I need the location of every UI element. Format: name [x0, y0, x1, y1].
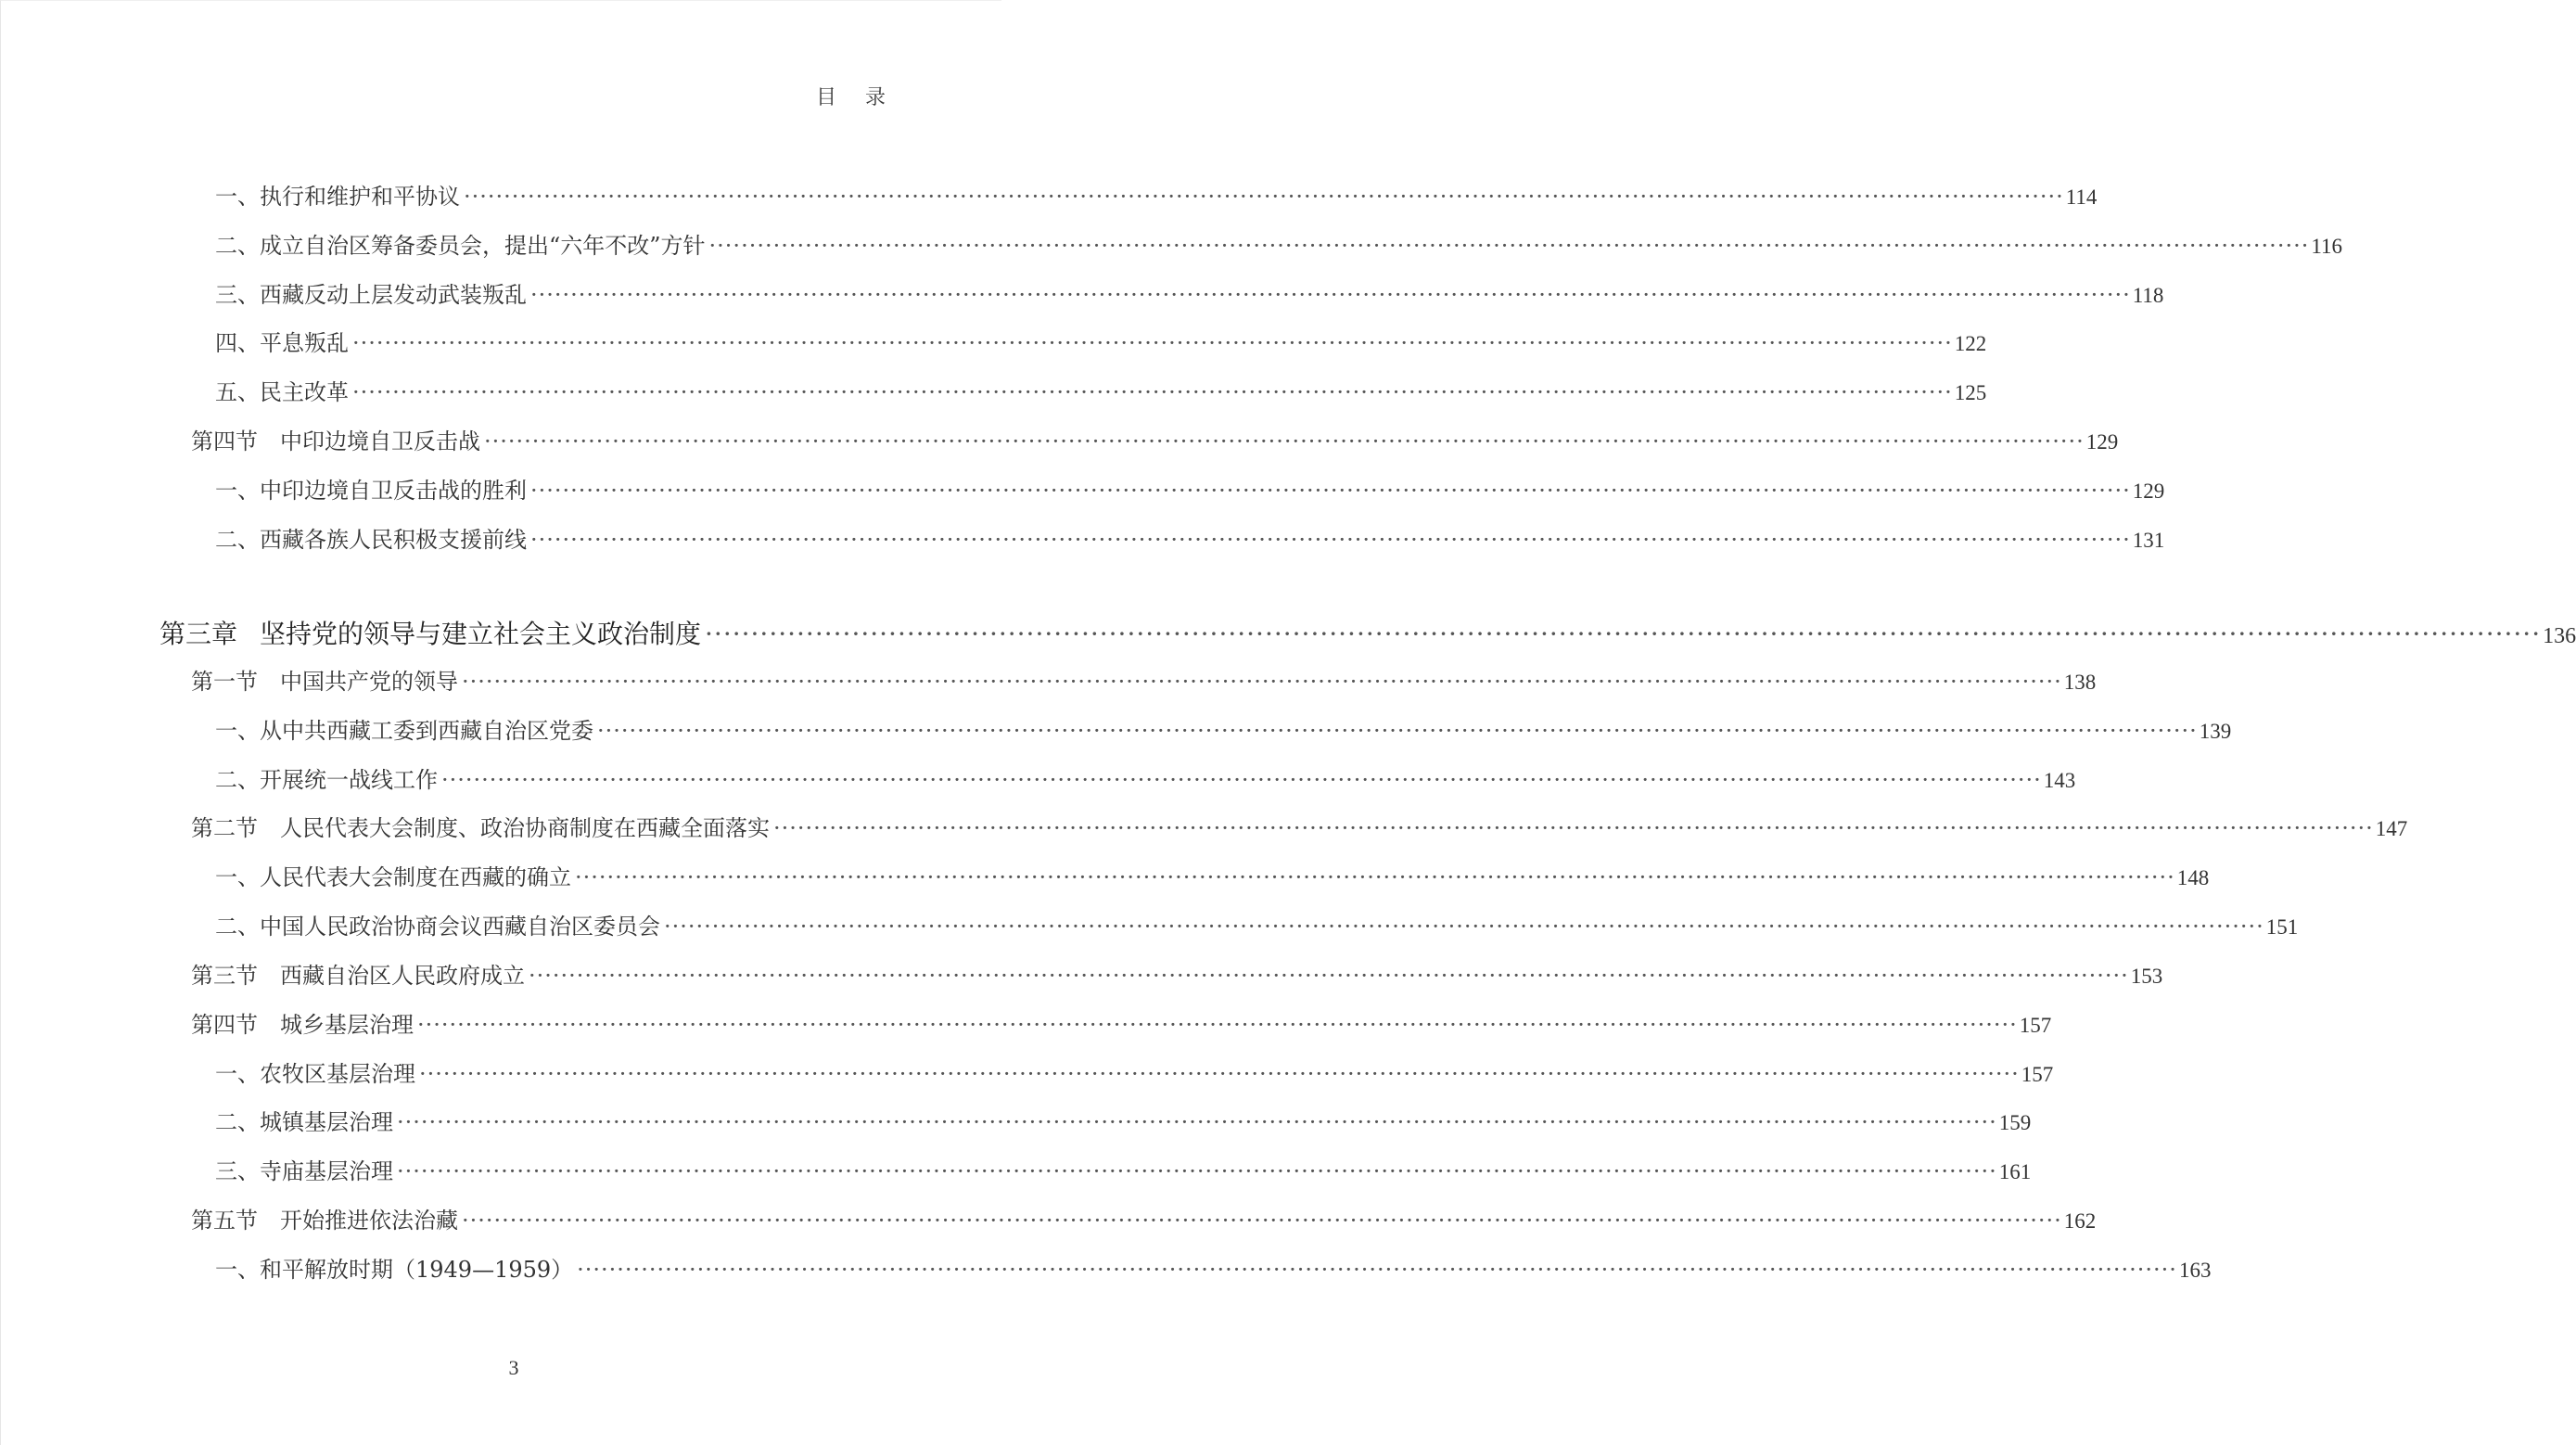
- toc-entry[interactable]: [215, 908, 2299, 941]
- toc-entry-page: 157: [2019, 1014, 2052, 1037]
- section-title: 中国共产党的领导: [280, 669, 458, 695]
- toc-entry-label: 四、平息叛乱: [215, 330, 349, 356]
- toc-entry-label: 二、中国人民政治协商会议西藏自治区委员会: [215, 914, 660, 940]
- section-title: 开始推进依法治藏: [280, 1208, 458, 1234]
- toc-entry[interactable]: [215, 859, 2210, 892]
- toc-entry[interactable]: [215, 712, 2232, 746]
- toc-leader: ········································································································································································································: [530, 527, 2131, 553]
- section-number: 第一节: [191, 669, 258, 695]
- chapter-title: 坚持党的领导与建立社会主义政治制度: [260, 619, 702, 649]
- toc-entry-label: 二、成立自治区筹备委员会，提出“六年不改”方针: [215, 233, 706, 259]
- toc-entry-page: 131: [2132, 529, 2165, 552]
- toc-entry-label: 一、中印边境自卫反击战的胜利: [215, 478, 527, 504]
- toc-entry-label: 二、西藏各族人民积极支援前线: [215, 527, 527, 553]
- toc-leader: ········································································································································································································: [664, 914, 2264, 940]
- toc-entry[interactable]: [215, 1104, 2032, 1137]
- toc-section-label: [191, 663, 458, 696]
- toc-entry-page: 153: [2130, 965, 2163, 988]
- toc-leader: ········································································································································································································: [708, 233, 2310, 259]
- toc-leader: ········································································································································································································: [530, 478, 2131, 504]
- toc-leader: ········································································································································································································: [441, 767, 2042, 793]
- toc-leader: ········································································································································································································: [464, 184, 2064, 210]
- toc-leader: ········································································································································································································: [397, 1109, 1997, 1135]
- toc-section-label: [191, 1006, 414, 1039]
- toc-entry-label: 一、执行和维护和平协议: [215, 184, 460, 210]
- chapter-number: 第三章: [159, 619, 238, 649]
- toc-entry[interactable]: [215, 761, 2076, 795]
- toc-entry-page: 122: [1954, 332, 1987, 355]
- toc-entry-page: 118: [2132, 284, 2164, 307]
- toc-entry[interactable]: [215, 1251, 2212, 1285]
- toc-entry-page: 162: [2063, 1209, 2097, 1233]
- toc-leader: ········································································································································································································: [352, 330, 1953, 356]
- toc-entry-page: 151: [2265, 915, 2299, 939]
- toc-leader: ········································································································································································································: [529, 963, 2129, 989]
- section-number: 第四节: [191, 1012, 258, 1038]
- section-title: 西藏自治区人民政府成立: [280, 963, 525, 989]
- toc-entry[interactable]: [215, 472, 2165, 505]
- toc-section-label: [191, 957, 525, 990]
- toc-entry-page: 139: [2199, 720, 2232, 743]
- toc-leader: ········································································································································································································: [417, 1012, 2018, 1038]
- toc-leader: ········································································································································································································: [597, 718, 2198, 744]
- toc-leader: ········································································································································································································: [773, 815, 2374, 841]
- toc-entry-page: 147: [2375, 817, 2408, 840]
- toc-chapter-label: [159, 614, 701, 651]
- toc-entry-page: 129: [2085, 430, 2119, 454]
- toc-entry[interactable]: [215, 521, 2165, 555]
- toc-entry-label: 一、人民代表大会制度在西藏的确立: [215, 864, 571, 890]
- toc-section-entry[interactable]: [191, 810, 2408, 843]
- toc-entry-page: 159: [1998, 1111, 2032, 1134]
- toc-section-label: [191, 810, 770, 842]
- toc-entry-page: 116: [2311, 235, 2342, 258]
- toc-entry[interactable]: [215, 178, 2098, 211]
- toc-leader: ········································································································································································································: [462, 669, 2062, 695]
- toc-leader: ········································································································································································································: [397, 1158, 1997, 1184]
- toc-section-label: [191, 423, 480, 455]
- toc-entry-page: 143: [2043, 769, 2076, 792]
- toc-entry-page: 129: [2132, 480, 2165, 503]
- page-number: 3: [508, 1356, 519, 1379]
- toc-leader: ········································································································································································································: [705, 619, 2542, 649]
- toc-entry-label: 三、寺庙基层治理: [215, 1158, 393, 1184]
- toc-entry-page: 148: [2176, 866, 2210, 889]
- toc-entry[interactable]: [215, 1153, 2032, 1186]
- toc-entry-page: 125: [1954, 381, 1987, 404]
- toc-chapter-entry[interactable]: [159, 614, 2576, 649]
- toc-leader: ········································································································································································································: [352, 379, 1953, 405]
- toc-entry-page: 161: [1998, 1160, 2032, 1183]
- toc-section-label: [191, 1202, 458, 1234]
- toc-section-entry[interactable]: [191, 1202, 2097, 1235]
- toc-entry-page: 114: [2065, 185, 2098, 209]
- toc-leader: ········································································································································································································: [577, 1257, 2177, 1283]
- toc-entry-page: 138: [2063, 671, 2097, 694]
- section-number: 第四节: [191, 428, 258, 454]
- toc-entry[interactable]: [215, 1055, 2054, 1089]
- toc-entry-page: 163: [2178, 1259, 2212, 1282]
- toc-section-entry[interactable]: [191, 663, 2097, 697]
- toc-section-entry[interactable]: [191, 957, 2163, 991]
- toc-entry-page: 136: [2543, 624, 2576, 648]
- toc-leader: ········································································································································································································: [419, 1061, 2020, 1087]
- toc-leader: ········································································································································································································: [484, 428, 2085, 454]
- section-title: 城乡基层治理: [280, 1012, 414, 1038]
- toc-entry-label: 一、和平解放时期（1949—1959）: [215, 1257, 574, 1283]
- toc-entry-label: 一、从中共西藏工委到西藏自治区党委: [215, 718, 593, 744]
- toc-entry-label: 三、西藏反动上层发动武装叛乱: [215, 282, 527, 308]
- toc-entry-label: 二、开展统一战线工作: [215, 767, 438, 793]
- toc-entry[interactable]: [215, 227, 2342, 261]
- running-header: 目 录: [816, 86, 897, 109]
- toc-entry[interactable]: [215, 374, 1987, 407]
- toc-entry-label: 五、民主改革: [215, 379, 349, 405]
- section-title: 人民代表大会制度、政治协商制度在西藏全面落实: [280, 815, 770, 841]
- toc-entry-label: 一、农牧区基层治理: [215, 1061, 415, 1087]
- section-number: 第三节: [191, 963, 258, 989]
- toc-section-entry[interactable]: [191, 423, 2119, 456]
- section-number: 第二节: [191, 815, 258, 841]
- toc-leader: ········································································································································································································: [530, 282, 2131, 308]
- section-number: 第五节: [191, 1208, 258, 1234]
- toc-leader: ········································································································································································································: [575, 864, 2175, 890]
- section-title: 中印边境自卫反击战: [280, 428, 480, 454]
- toc-leader: ········································································································································································································: [462, 1208, 2062, 1234]
- toc-section-entry[interactable]: [191, 1006, 2052, 1040]
- toc-entry[interactable]: [215, 325, 1987, 358]
- toc-entry-page: 157: [2021, 1063, 2054, 1086]
- toc-entry-label: 二、城镇基层治理: [215, 1109, 393, 1135]
- toc-entry[interactable]: [215, 276, 2164, 310]
